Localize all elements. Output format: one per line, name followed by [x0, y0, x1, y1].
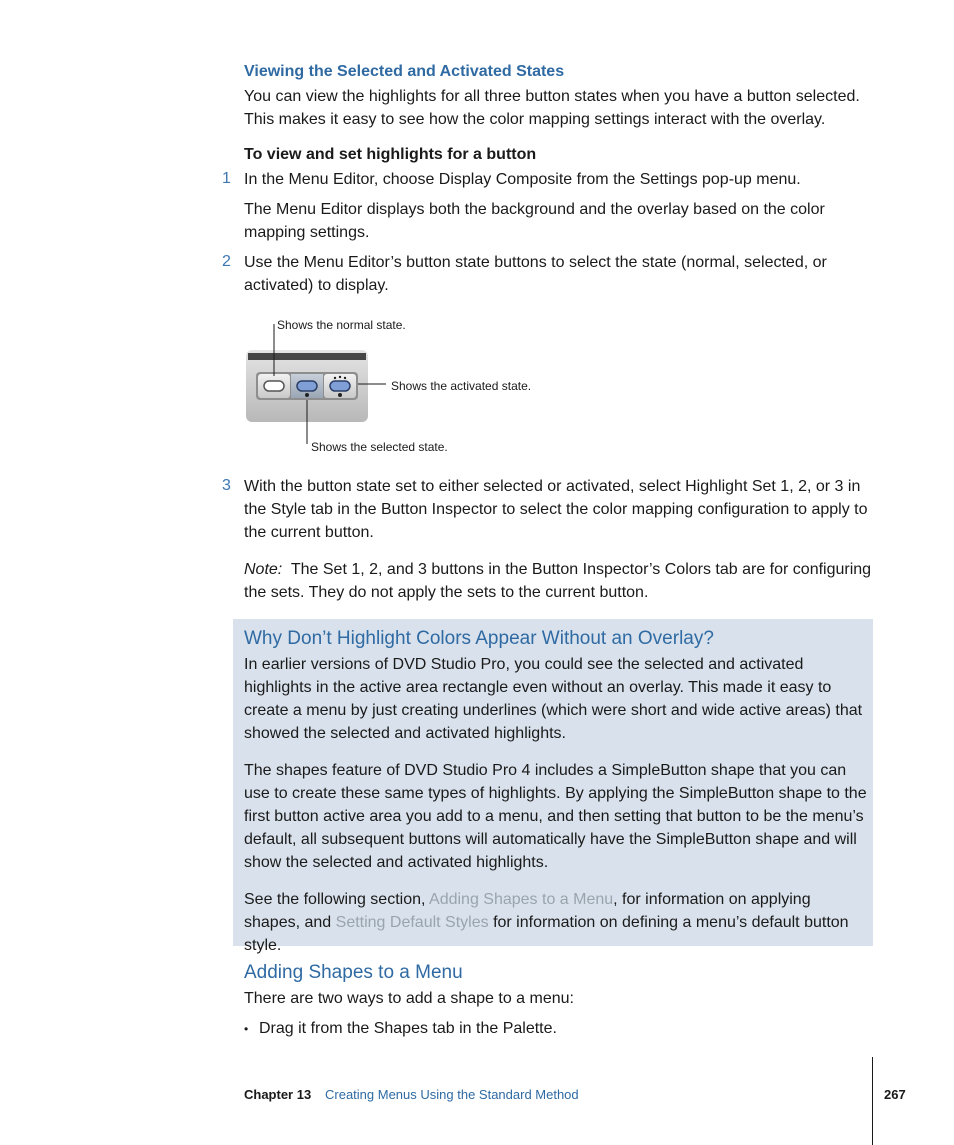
step-3-text: With the button state set to either selected or activated, select Highlight Set 1, 2, or 3 in the Style tab in the Button Inspector to select the color mapping configuration to apply to the current button. — [244, 478, 868, 541]
step-1-text: In the Menu Editor, choose Display Composite from the Settings pop-up menu. — [244, 171, 801, 188]
step-2-text: Use the Menu Editor’s button state buttons to select the state (normal, selected, or activated) to display. — [244, 254, 827, 294]
link-setting-default-styles[interactable]: Setting Default Styles — [335, 914, 489, 931]
callout-selected-state: Shows the selected state. — [311, 440, 448, 454]
step-1-result: The Menu Editor displays both the background and the overlay based on the color mapping settings. — [244, 201, 825, 241]
sidebar-paragraph-3 — [244, 888, 869, 957]
section-heading: Viewing the Selected and Activated States — [244, 63, 565, 80]
callout-normal-state: Shows the normal state. — [277, 318, 406, 332]
bullet-icon: • — [244, 1022, 249, 1036]
step-number-1: 1 — [222, 170, 231, 187]
activated-state-icon — [330, 381, 350, 391]
link-adding-shapes[interactable]: Adding Shapes to a Menu — [429, 891, 614, 908]
sidebar-paragraph-1: In earlier versions of DVD Studio Pro, you could see the selected and activated highlights in the active area rectangle even without an overlay. This made it easy to create a menu by just creating underlines (which were short and wide active areas) that showed the selected and activated highlights. — [244, 656, 863, 742]
sidebar-p3-prefix: See the following section, — [244, 891, 426, 908]
task-heading: To view and set highlights for a button — [244, 146, 537, 163]
section2-heading: Adding Shapes to a Menu — [244, 962, 463, 983]
footer-divider — [872, 1057, 873, 1145]
note-label: Note: — [244, 561, 283, 578]
note-paragraph — [244, 558, 876, 604]
bullet-item: Drag it from the Shapes tab in the Palette. — [259, 1020, 557, 1037]
sidebar-title: Why Don’t Highlight Colors Appear Without an Overlay? — [244, 628, 714, 649]
sidebar-paragraph-2: The shapes feature of DVD Studio Pro 4 includes a SimpleButton shape that you can use to create these same types of highlights. By applying the SimpleButton shape to the first button active area you add to a menu, and then setting that button to be the menu’s default, all subsequent buttons will automatically have the SimpleButton shape and will show the selected and activated highlights. — [244, 762, 867, 871]
callout-activated-state: Shows the activated state. — [391, 379, 532, 393]
section2-intro: There are two ways to add a shape to a menu: — [244, 990, 574, 1007]
intro-paragraph: You can view the highlights for all three button states when you have a button selected. This makes it easy to see how the color mapping settings interact with the overlay. — [244, 88, 860, 128]
step-number-3: 3 — [222, 477, 231, 494]
normal-state-icon — [264, 381, 284, 391]
sidebar-p3-middle: , for information on applying shapes, and — [244, 891, 811, 931]
selected-state-icon — [297, 381, 317, 391]
footer-chapter: Chapter 13 — [244, 1087, 312, 1102]
bullet-list — [244, 1017, 557, 1041]
page-number: 267 — [884, 1087, 906, 1102]
footer-chapter-title: Creating Menus Using the Standard Method — [325, 1087, 579, 1102]
note-text: The Set 1, 2, and 3 buttons in the Button Inspector’s Colors tab are for configuring the sets. They do not apply the sets to the current button. — [244, 561, 872, 601]
step-number-2: 2 — [222, 253, 231, 270]
sidebar-p3-suffix: for information on defining a menu’s default button style. — [244, 914, 849, 954]
